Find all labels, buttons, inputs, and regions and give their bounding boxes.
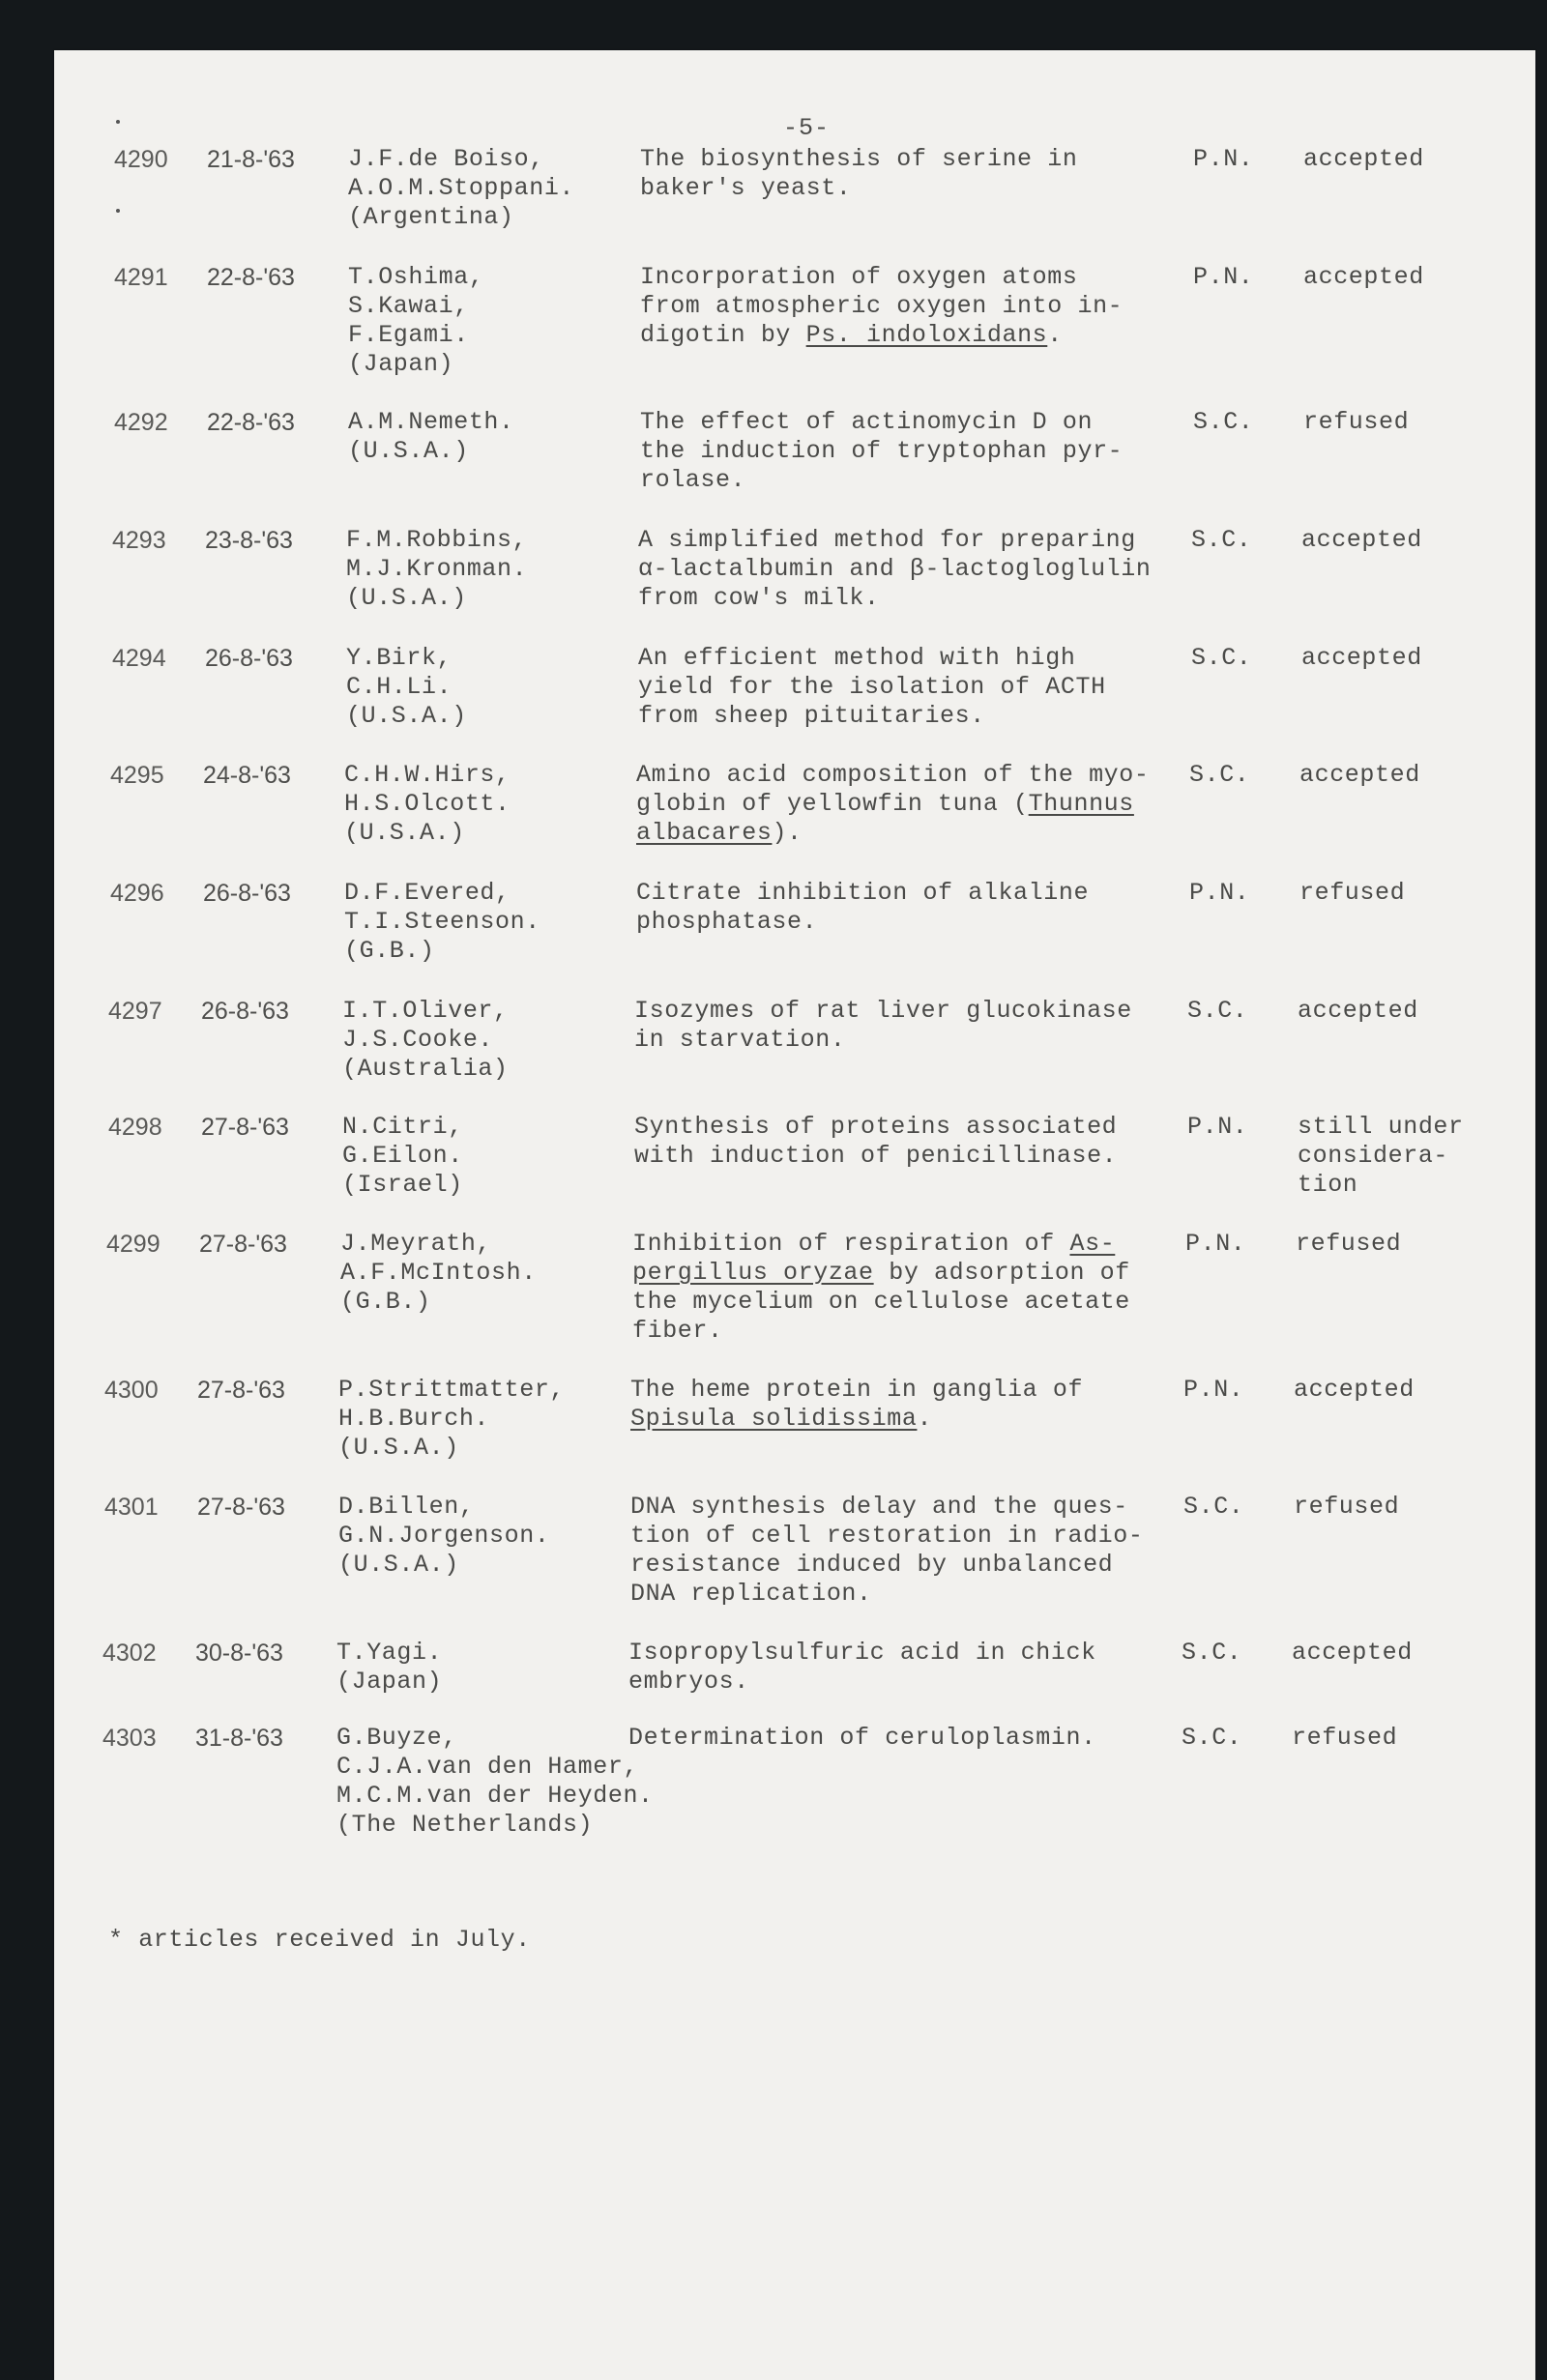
title-text: The effect of actinomycin D on bbox=[640, 408, 1094, 436]
entry-number: 4302 bbox=[102, 1640, 157, 1667]
title-line bbox=[636, 879, 1089, 908]
title-text: baker's yeast. bbox=[640, 174, 852, 202]
title-text: the induction of tryptophan pyr- bbox=[640, 437, 1124, 465]
entry-date: 31-8-'63 bbox=[195, 1725, 283, 1752]
title-line bbox=[638, 644, 1106, 673]
page-number: -5- bbox=[783, 114, 831, 142]
entry-date: 27-8-'63 bbox=[201, 1114, 289, 1141]
entry-status: accepted bbox=[1303, 263, 1424, 291]
entry-date: 26-8-'63 bbox=[201, 998, 289, 1025]
entry-date: 26-8-'63 bbox=[203, 880, 291, 907]
entry-date: 22-8-'63 bbox=[207, 264, 295, 291]
entry-date: 21-8-'63 bbox=[207, 146, 295, 173]
entry-status: accepted bbox=[1299, 761, 1420, 789]
entry-type: P.N. bbox=[1183, 1376, 1244, 1404]
title-text: Determination of ceruloplasmin. bbox=[628, 1724, 1096, 1752]
entry-authors: D.F.Evered, T.I.Steenson. (G.B.) bbox=[344, 879, 540, 965]
entry-type: S.C. bbox=[1189, 761, 1250, 789]
entry-number: 4303 bbox=[102, 1725, 157, 1752]
document-sheet bbox=[54, 50, 1535, 2380]
title-line bbox=[638, 673, 1106, 702]
entry-type: P.N. bbox=[1193, 263, 1254, 291]
title-line bbox=[640, 321, 1123, 350]
title-text: tion of cell restoration in radio- bbox=[630, 1522, 1144, 1550]
title-text: The biosynthesis of serine in bbox=[640, 145, 1078, 173]
title-text: Amino acid composition of the myo- bbox=[636, 761, 1150, 789]
entry-status: accepted bbox=[1301, 526, 1422, 554]
entry-authors: J.Meyrath, A.F.McIntosh. (G.B.) bbox=[340, 1230, 537, 1316]
title-underlined-text: Ps. indoloxidans bbox=[805, 321, 1048, 349]
title-line bbox=[640, 466, 1123, 495]
title-text: . bbox=[917, 1405, 933, 1433]
title-line bbox=[640, 263, 1123, 292]
entry-status: refused bbox=[1296, 1230, 1402, 1258]
title-text: globin of yellowfin tuna ( bbox=[636, 790, 1029, 818]
title-text: rolase. bbox=[640, 466, 746, 494]
entry-date: 24-8-'63 bbox=[203, 762, 291, 789]
entry-authors: J.F.de Boiso, A.O.M.Stoppani. (Argentina) bbox=[348, 145, 575, 231]
entry-title bbox=[638, 644, 1106, 731]
title-text: . bbox=[1047, 321, 1063, 349]
entry-title bbox=[634, 1113, 1117, 1171]
entry-date: 23-8-'63 bbox=[205, 527, 293, 554]
title-text: yield for the isolation of ACTH bbox=[638, 673, 1106, 701]
title-text: DNA replication. bbox=[630, 1580, 872, 1608]
entry-number: 4297 bbox=[108, 998, 162, 1025]
title-line bbox=[636, 908, 1089, 937]
entry-number: 4301 bbox=[104, 1494, 159, 1521]
entry-type: S.C. bbox=[1183, 1493, 1244, 1521]
footnote: * articles received in July. bbox=[108, 1926, 531, 1954]
entry-date: 30-8-'63 bbox=[195, 1640, 283, 1667]
entry-status: accepted bbox=[1294, 1376, 1415, 1404]
title-line bbox=[630, 1522, 1143, 1551]
entry-type: S.C. bbox=[1191, 526, 1252, 554]
entry-type: S.C. bbox=[1187, 997, 1248, 1025]
entry-authors: Y.Birk, C.H.Li. (U.S.A.) bbox=[346, 644, 467, 730]
entry-authors: C.H.W.Hirs, H.S.Olcott. (U.S.A.) bbox=[344, 761, 511, 847]
title-line bbox=[628, 1724, 1096, 1753]
title-line bbox=[638, 526, 1151, 555]
entry-title bbox=[638, 526, 1151, 613]
title-underlined-text: As- bbox=[1069, 1230, 1116, 1258]
title-text: in starvation. bbox=[634, 1026, 846, 1054]
entry-title bbox=[640, 145, 1077, 203]
entry-number: 4293 bbox=[112, 527, 166, 554]
title-line bbox=[632, 1288, 1130, 1317]
entry-number: 4291 bbox=[114, 264, 168, 291]
title-line bbox=[632, 1259, 1130, 1288]
entry-title bbox=[640, 408, 1123, 495]
entry-type: P.N. bbox=[1185, 1230, 1246, 1258]
title-line bbox=[634, 1026, 1132, 1055]
entry-number: 4296 bbox=[110, 880, 164, 907]
entry-status: accepted bbox=[1292, 1639, 1413, 1667]
title-text: Isopropylsulfuric acid in chick bbox=[628, 1639, 1096, 1667]
title-text: phosphatase. bbox=[636, 908, 818, 936]
title-text: from atmospheric oxygen into in- bbox=[640, 292, 1124, 320]
entry-status: refused bbox=[1292, 1724, 1398, 1752]
title-line bbox=[640, 408, 1123, 437]
entry-number: 4299 bbox=[106, 1231, 161, 1258]
entry-type: S.C. bbox=[1191, 644, 1252, 672]
title-line bbox=[630, 1580, 1143, 1609]
title-text: DNA synthesis delay and the ques- bbox=[630, 1493, 1128, 1521]
title-underlined-text: albacares bbox=[636, 819, 773, 847]
title-text: digotin by bbox=[640, 321, 806, 349]
title-text: ). bbox=[772, 819, 803, 847]
entry-authors: I.T.Oliver, J.S.Cooke. (Australia) bbox=[342, 997, 509, 1083]
title-text: Citrate inhibition of alkaline bbox=[636, 879, 1090, 907]
title-line bbox=[630, 1376, 1083, 1405]
title-text: the mycelium on cellulose acetate bbox=[632, 1288, 1130, 1316]
title-line bbox=[640, 292, 1123, 321]
entry-type: S.C. bbox=[1193, 408, 1254, 436]
title-text: from sheep pituitaries. bbox=[638, 702, 985, 730]
title-line bbox=[634, 997, 1132, 1026]
title-line bbox=[628, 1668, 1096, 1697]
entry-number: 4295 bbox=[110, 762, 164, 789]
title-line bbox=[628, 1639, 1096, 1668]
entry-authors: D.Billen, G.N.Jorgenson. (U.S.A.) bbox=[338, 1493, 550, 1579]
entry-authors: F.M.Robbins, M.J.Kronman. (U.S.A.) bbox=[346, 526, 528, 612]
title-line bbox=[632, 1230, 1130, 1259]
entry-title bbox=[630, 1493, 1143, 1609]
entry-title bbox=[634, 997, 1132, 1055]
entry-date: 22-8-'63 bbox=[207, 409, 295, 436]
title-line bbox=[630, 1493, 1143, 1522]
title-line bbox=[640, 437, 1123, 466]
title-text: with induction of penicillinase. bbox=[634, 1142, 1118, 1170]
title-line bbox=[636, 819, 1149, 848]
entry-type: P.N. bbox=[1187, 1113, 1248, 1141]
margin-dot-top bbox=[116, 120, 120, 124]
entry-title bbox=[636, 761, 1149, 848]
entry-date: 27-8-'63 bbox=[197, 1377, 285, 1404]
entry-number: 4298 bbox=[108, 1114, 162, 1141]
entry-number: 4300 bbox=[104, 1377, 159, 1404]
title-text: resistance induced by unbalanced bbox=[630, 1551, 1114, 1579]
entry-authors: T.Oshima, S.Kawai, F.Egami. (Japan) bbox=[348, 263, 484, 378]
entry-date: 26-8-'63 bbox=[205, 645, 293, 672]
title-line bbox=[636, 761, 1149, 790]
entry-date: 27-8-'63 bbox=[199, 1231, 287, 1258]
margin-dot-bottom bbox=[116, 209, 120, 213]
entry-date: 27-8-'63 bbox=[197, 1494, 285, 1521]
entry-authors: G.Buyze, C.J.A.van den Hamer, M.C.M.van der Heyden. (The Netherlands) bbox=[336, 1724, 654, 1839]
title-text: The heme protein in ganglia of bbox=[630, 1376, 1084, 1404]
title-text: A simplified method for preparing bbox=[638, 526, 1136, 554]
entry-authors: P.Strittmatter, H.B.Burch. (U.S.A.) bbox=[338, 1376, 566, 1462]
title-text: Incorporation of oxygen atoms bbox=[640, 263, 1078, 291]
entry-number: 4294 bbox=[112, 645, 166, 672]
title-underlined-text: Spisula solidissima bbox=[630, 1405, 918, 1433]
title-text: An efficient method with high bbox=[638, 644, 1076, 672]
title-line bbox=[638, 702, 1106, 731]
title-text: Isozymes of rat liver glucokinase bbox=[634, 997, 1132, 1025]
entry-status: accepted bbox=[1303, 145, 1424, 173]
title-text: by adsorption of bbox=[873, 1259, 1130, 1287]
title-line bbox=[630, 1405, 1083, 1434]
entry-title bbox=[636, 879, 1089, 937]
title-line bbox=[638, 555, 1151, 584]
title-text: fiber. bbox=[632, 1317, 723, 1345]
entry-title bbox=[630, 1376, 1083, 1434]
title-line bbox=[630, 1551, 1143, 1580]
entry-status: still under considera- tion bbox=[1298, 1113, 1464, 1199]
entry-status: accepted bbox=[1301, 644, 1422, 672]
title-text: from cow's milk. bbox=[638, 584, 880, 612]
title-line bbox=[636, 790, 1149, 819]
entry-title bbox=[628, 1639, 1096, 1697]
entry-number: 4292 bbox=[114, 409, 168, 436]
title-line bbox=[632, 1317, 1130, 1346]
title-text: embryos. bbox=[628, 1668, 749, 1696]
entry-authors: T.Yagi. (Japan) bbox=[336, 1639, 443, 1696]
title-line bbox=[640, 174, 1077, 203]
title-line bbox=[634, 1113, 1117, 1142]
title-line bbox=[640, 145, 1077, 174]
entry-type: S.C. bbox=[1182, 1639, 1242, 1667]
title-underlined-text: Thunnus bbox=[1028, 790, 1134, 818]
title-text: α-lactalbumin and β-lactogloglulin bbox=[638, 555, 1152, 583]
title-underlined-text: pergillus oryzae bbox=[632, 1259, 874, 1287]
entry-status: refused bbox=[1303, 408, 1410, 436]
entry-title bbox=[628, 1724, 1096, 1753]
title-text: Inhibition of respiration of bbox=[632, 1230, 1070, 1258]
entry-status: accepted bbox=[1298, 997, 1418, 1025]
entry-authors: A.M.Nemeth. (U.S.A.) bbox=[348, 408, 514, 465]
entry-title bbox=[640, 263, 1123, 350]
title-text: Synthesis of proteins associated bbox=[634, 1113, 1118, 1141]
entry-type: P.N. bbox=[1193, 145, 1254, 173]
title-line bbox=[638, 584, 1151, 613]
entry-type: S.C. bbox=[1182, 1724, 1242, 1752]
entry-title bbox=[632, 1230, 1130, 1346]
title-line bbox=[634, 1142, 1117, 1171]
entry-status: refused bbox=[1299, 879, 1406, 907]
entry-number: 4290 bbox=[114, 146, 168, 173]
entry-status: refused bbox=[1294, 1493, 1400, 1521]
entry-authors: N.Citri, G.Eilon. (Israel) bbox=[342, 1113, 463, 1199]
entry-type: P.N. bbox=[1189, 879, 1250, 907]
